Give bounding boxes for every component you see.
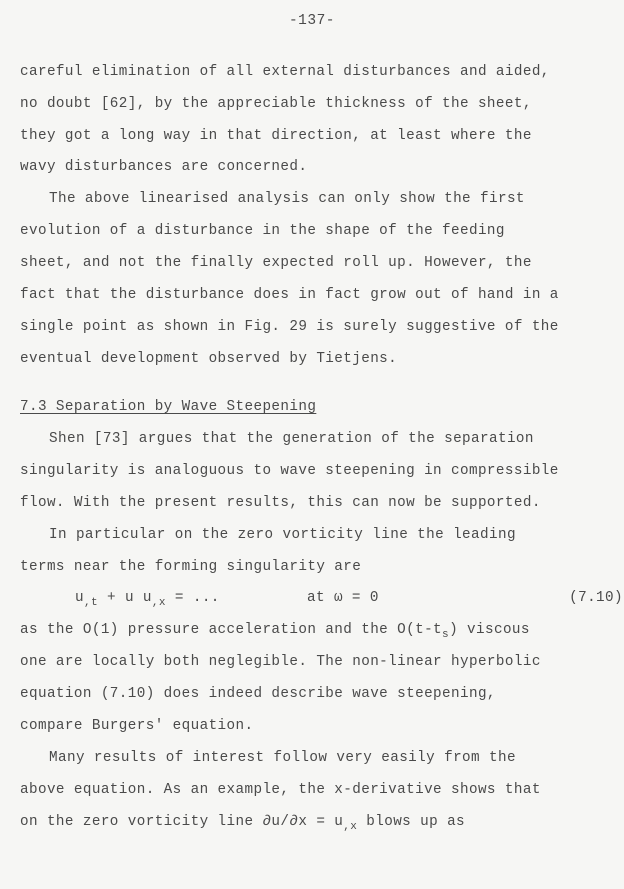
text-line: above equation. As an example, the x-derivative shows that <box>20 782 541 798</box>
text-line <box>20 813 465 831</box>
text-segment: ) viscous <box>449 622 530 638</box>
equation-7-10 <box>75 589 623 607</box>
text-line: sheet, and not the finally expected roll up. However, the <box>20 255 532 271</box>
equation-number: (7.10) <box>569 590 623 606</box>
text-line: evolution of a disturbance in the shape of the feeding <box>20 223 505 239</box>
equation-subscript-x: ,x <box>151 597 166 609</box>
text-segment: on the zero vorticity line ∂u/∂x = u <box>20 814 344 830</box>
text-line: no doubt [62], by the appreciable thickness of the sheet, <box>20 96 532 112</box>
equation-lhs <box>75 589 307 607</box>
equation-rhs: = ... <box>165 590 220 606</box>
text-line: The above linearised analysis can only show the first <box>49 191 525 207</box>
equation-subscript-t: ,t <box>83 597 98 609</box>
text-line: wavy disturbances are concerned. <box>20 159 308 175</box>
section-heading: 7.3 Separation by Wave Steepening <box>20 399 317 415</box>
subscript-x: ,x <box>343 821 358 833</box>
text-line: eventual development observed by Tietjens. <box>20 351 398 367</box>
page-number: -137- <box>288 13 335 29</box>
equation-u: u <box>75 590 84 606</box>
text-line: compare Burgers' equation. <box>20 718 254 734</box>
text-line: one are locally both neglegible. The non-linear hyperbolic <box>20 654 541 670</box>
text-segment: as the O(1) pressure acceleration and the O(t-t <box>20 622 443 638</box>
text-line: Many results of interest follow very easily from the <box>49 750 516 766</box>
text-line: careful elimination of all external disturbances and aided, <box>20 64 550 80</box>
text-line: terms near the forming singularity are <box>20 559 362 575</box>
text-line <box>20 621 530 639</box>
subscript-s: s <box>442 629 450 641</box>
text-line: flow. With the present results, this can now be supported. <box>20 495 541 511</box>
text-line: singularity is analoguous to wave steepening in compressible <box>20 463 559 479</box>
text-line: they got a long way in that direction, at least where the <box>20 128 532 144</box>
text-line: equation (7.10) does indeed describe wave steepening, <box>20 686 496 702</box>
text-line: fact that the disturbance does in fact grow out of hand in a <box>20 287 559 303</box>
text-segment: blows up as <box>357 814 466 830</box>
text-line: In particular on the zero vorticity line the leading <box>49 527 516 543</box>
text-line: single point as shown in Fig. 29 is surely suggestive of the <box>20 319 559 335</box>
equation-plus-uu: + u u <box>98 590 152 606</box>
equation-condition: at ω = 0 <box>307 590 379 606</box>
text-line: Shen [73] argues that the generation of the separation <box>49 431 534 447</box>
